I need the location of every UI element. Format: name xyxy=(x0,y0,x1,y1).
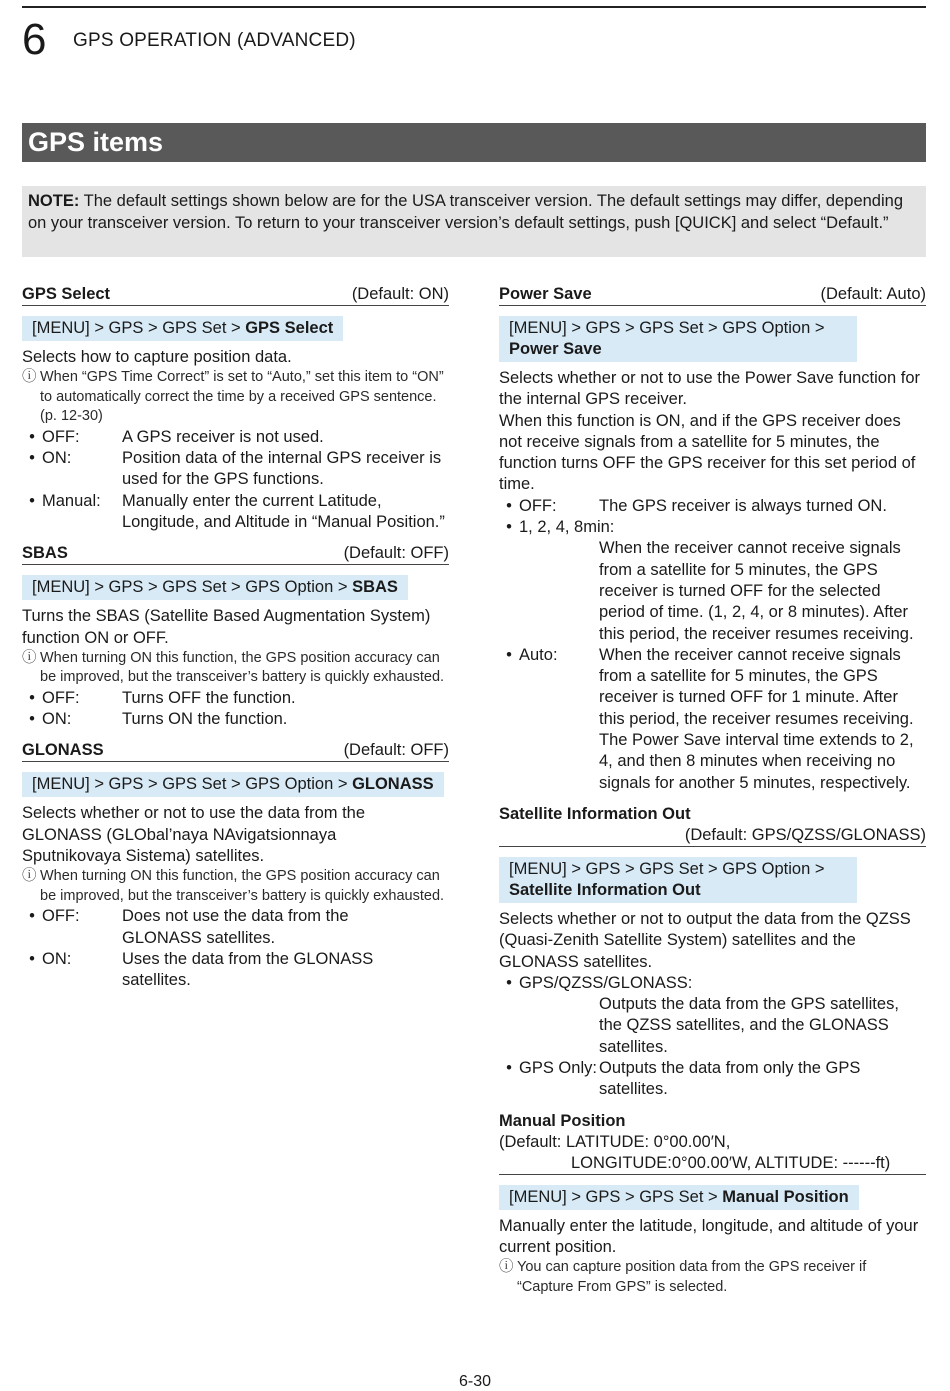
option-value: Does not use the data from the GLONASS satellites. xyxy=(122,907,349,947)
option-value: Position data of the internal GPS receiver is used for the GPS functions. xyxy=(122,449,442,489)
option-value: A GPS receiver is not used. xyxy=(122,427,324,446)
option-key: 1, 2, 4, 8min: xyxy=(519,518,615,537)
option-value: The GPS receiver is always turned ON. xyxy=(599,496,887,515)
option-value: Manually enter the current Latitude, Longitude, and Altitude in “Manual Position.” xyxy=(122,491,445,531)
option-row: • GPS/QZSS/GLONASS: Outputs the data from the GPS satellites, the QZSS satellites, and the GLONASS satellites. xyxy=(499,973,926,1058)
sat-info-description: Selects whether or not to output the data from the QZSS (Quasi-Zenith Satellite System) satellites and the GLONASS satellites. xyxy=(499,909,911,971)
power-save-default: (Default: Auto) xyxy=(820,285,926,303)
option-key: OFF: xyxy=(42,907,80,926)
power-save-menu-path xyxy=(499,316,857,362)
option-key: Auto: xyxy=(519,645,558,664)
info-icon: ⓘ xyxy=(22,369,37,386)
option-key: ON: xyxy=(42,710,72,729)
option-key: ON: xyxy=(42,449,72,468)
power-save-description-2: When this function is ON, and if the GPS receiver does not receive signals from a satellite for 5 minutes, the function turns OFF the GPS receiver for this set period of time. xyxy=(499,411,916,494)
option-key: ON: xyxy=(42,949,72,968)
info-text: When turning ON this function, the GPS position accuracy can be improved, but the transceiver’s battery is quickly exhausted. xyxy=(40,649,445,686)
option-value: Turns ON the function. xyxy=(122,710,288,729)
menu-path-item: SBAS xyxy=(352,578,398,597)
option-key: OFF: xyxy=(42,688,80,707)
option-value: Uses the data from the GLONASS satellites. xyxy=(122,949,374,990)
option-key: OFF: xyxy=(42,427,80,446)
option-row: • OFF: Turns OFF the function. xyxy=(22,688,449,709)
option-row: • ON: Turns ON the function. xyxy=(22,709,449,730)
gps-select-default: (Default: ON) xyxy=(351,285,449,303)
info-icon: ⓘ xyxy=(499,1259,514,1276)
menu-path-text: [MENU] > GPS > GPS Set > GPS Option > xyxy=(32,578,353,597)
manual-position-default-2: LONGITUDE:0°00.00′W, ALTITUDE: ------ft) xyxy=(571,1153,891,1172)
option-row: • Auto: When the receiver cannot receive signals from a satellite for 5 minutes, the GPS receiver is turned OFF for 1 minute. After this period, the receiver resumes receiving. The Power Save interval time extends to 2, 4, and then 8 minutes when receiving no signals for another 5 minutes, respectively. xyxy=(499,645,926,794)
right-column xyxy=(499,284,926,1297)
sat-info-title: Satellite Information Out xyxy=(499,804,691,823)
gps-select-menu-path xyxy=(22,316,343,341)
chapter-title: GPS OPERATION (ADVANCED) xyxy=(73,30,356,51)
option-value: Turns OFF the function. xyxy=(122,688,296,707)
menu-path-text: [MENU] > GPS > GPS Set > GPS Option > xyxy=(32,775,353,794)
menu-path-item: Satellite Information Out xyxy=(509,880,701,899)
menu-path-item: GLONASS xyxy=(352,775,434,794)
option-row: • ON: Position data of the internal GPS receiver is used for the GPS functions. xyxy=(22,448,449,491)
gps-select-info xyxy=(22,368,449,427)
sat-info-heading xyxy=(499,804,926,847)
sbas-default: (Default: OFF) xyxy=(343,544,449,563)
section-banner xyxy=(22,123,926,162)
option-row: • Manual: Manually enter the current Latitude, Longitude, and Altitude in “Manual Position.” xyxy=(22,491,449,534)
sbas-heading xyxy=(22,543,449,565)
power-save-description: Selects whether or not to use the Power Save function for the internal GPS receiver. xyxy=(499,369,920,409)
sat-info-menu-path xyxy=(499,857,857,903)
glonass-info xyxy=(22,867,449,906)
option-row: • OFF: Does not use the data from the GLONASS satellites. xyxy=(22,906,449,949)
manual-position-info xyxy=(499,1258,926,1297)
option-value: When the receiver cannot receive signals from a satellite for 5 minutes, the GPS receiver is turned OFF for 1 minute. After this period, the receiver resumes receiving. The Power Save interval time extends to 2, 4, and then 8 minutes when receiving no signals for another 5 minutes, respectively. xyxy=(599,645,914,792)
left-column xyxy=(22,284,449,992)
option-key: OFF: xyxy=(519,496,557,515)
top-rule xyxy=(22,6,926,8)
sbas-title: SBAS xyxy=(22,544,68,563)
menu-path-item: Manual Position xyxy=(722,1187,849,1206)
sbas-info xyxy=(22,649,449,688)
option-row: • ON: Uses the data from the GLONASS satellites. xyxy=(22,949,449,992)
option-row: • 1, 2, 4, 8min: When the receiver cannot receive signals from a satellite for 5 minutes, the GPS receiver is turned OFF for the selected period of time. (1, 2, 4, or 8 minutes). After this period, the receiver resumes receiving. xyxy=(499,517,926,645)
sbas-description: Turns the SBAS (Satellite Based Augmentation System) function ON or OFF. xyxy=(22,607,431,647)
info-text: You can capture position data from the GPS receiver if “Capture From GPS” is selected. xyxy=(517,1259,867,1295)
glonass-menu-path xyxy=(22,772,444,797)
power-save-title: Power Save xyxy=(499,285,592,303)
gps-select-title: GPS Select xyxy=(22,285,111,303)
manual-position-title: Manual Position xyxy=(499,1111,626,1130)
sat-info-default: (Default: GPS/QZSS/GLONASS) xyxy=(499,825,926,847)
manual-position-menu-path xyxy=(499,1185,859,1210)
gps-select-heading xyxy=(22,284,449,306)
option-value: Outputs the data from only the GPS satellites. xyxy=(599,1059,861,1099)
option-key: GPS Only: xyxy=(519,1059,597,1078)
gps-select-description: Selects how to capture position data. xyxy=(22,348,292,366)
option-row: • OFF: A GPS receiver is not used. xyxy=(22,427,449,448)
sbas-menu-path xyxy=(22,575,408,600)
note-text: The default settings shown below are for the USA transceiver version. The default settings may differ, depending on your transceiver version. To return to your transceiver version’s default settings, push [QUICK] and select “Default.” xyxy=(28,192,903,232)
menu-path-text: [MENU] > GPS > GPS Set > GPS Option > xyxy=(509,859,825,878)
note-label: NOTE: xyxy=(28,192,80,210)
menu-path-item: Power Save xyxy=(509,340,602,358)
menu-path-text: [MENU] > GPS > GPS Set > GPS Option > xyxy=(509,319,825,337)
option-key: Manual: xyxy=(42,491,101,510)
menu-path-text: [MENU] > GPS > GPS Set > xyxy=(32,319,246,337)
page-number: 6-30 xyxy=(458,1373,492,1390)
glonass-heading xyxy=(22,740,449,762)
power-save-heading xyxy=(499,284,926,306)
info-icon: ⓘ xyxy=(22,649,37,666)
info-text: When “GPS Time Correct” is set to “Auto,” set this item to “ON” to automatically correct the time by a received GPS sentence. (p. 12-30) xyxy=(40,369,444,425)
option-row: • GPS Only: Outputs the data from only the GPS satellites. xyxy=(499,1058,926,1101)
manual-position-description: Manually enter the latitude, longitude, and altitude of your current position. xyxy=(499,1216,919,1256)
option-key: GPS/QZSS/GLONASS: xyxy=(519,973,693,992)
manual-position-default-1: (Default: LATITUDE: 0°00.00′N, xyxy=(499,1132,731,1151)
glonass-title: GLONASS xyxy=(22,741,104,760)
menu-path-item: GPS Select xyxy=(245,319,334,337)
glonass-default: (Default: OFF) xyxy=(343,741,449,760)
note-box xyxy=(22,186,926,257)
info-text: When turning ON this function, the GPS position accuracy can be improved, but the transceiver’s battery is quickly exhausted. xyxy=(40,868,445,904)
glonass-description: Selects whether or not to use the data from the GLONASS (GLObal’naya NAvigatsionnaya Sputnikovaya Sistema) satellites. xyxy=(22,804,366,866)
menu-path-text: [MENU] > GPS > GPS Set > xyxy=(509,1187,723,1206)
manual-position-heading xyxy=(499,1111,926,1175)
section-title: GPS items xyxy=(28,127,164,157)
option-row: • OFF: The GPS receiver is always turned ON. xyxy=(499,496,926,517)
info-icon: ⓘ xyxy=(22,868,37,885)
chapter-number: 6 xyxy=(22,15,47,64)
option-value: Outputs the data from the GPS satellites, the QZSS satellites, and the GLONASS satellites. xyxy=(599,995,899,1056)
option-value: When the receiver cannot receive signals from a satellite for 5 minutes, the GPS receiver is turned OFF for the selected period of time. (1, 2, 4, or 8 minutes). After this period, the receiver resumes receiving. xyxy=(599,539,914,643)
